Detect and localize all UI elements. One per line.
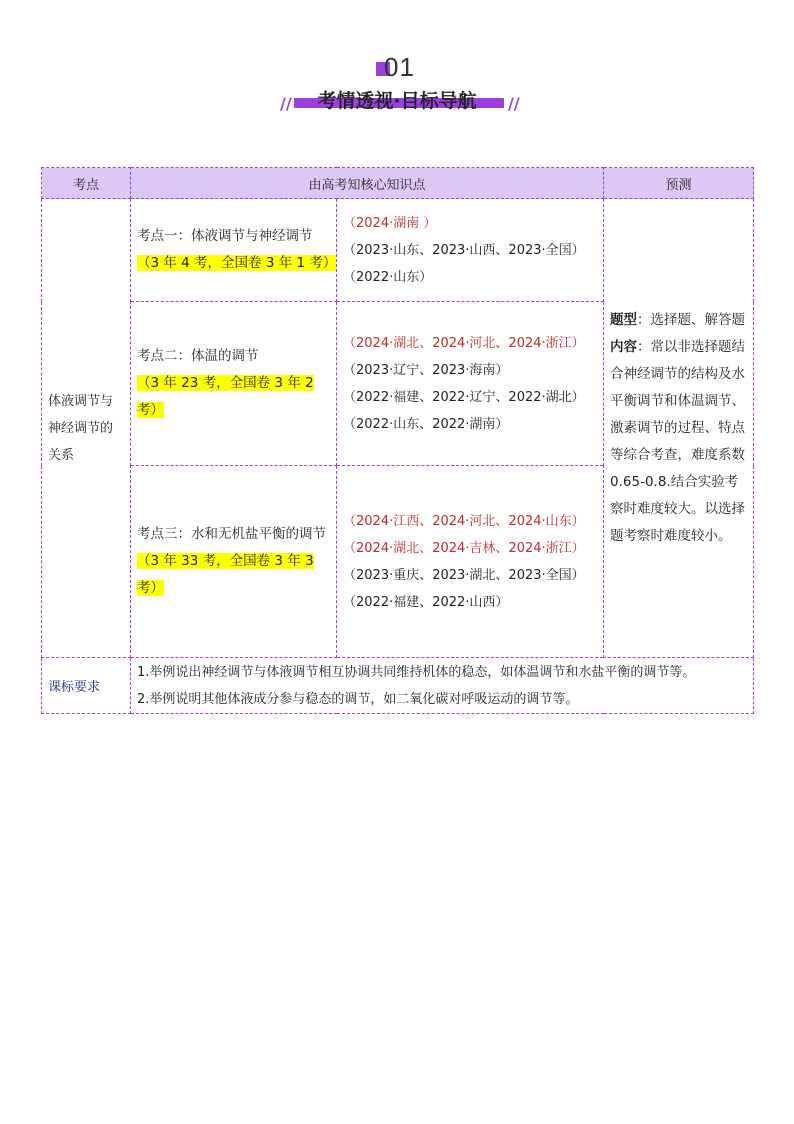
header-cell-knowledge: 由高考知核心知识点	[131, 168, 604, 199]
source-line: （2022·福建、2022·辽宁、2022·湖北）	[343, 389, 585, 405]
source-line: （2022·福建、2022·山西）	[343, 594, 509, 610]
left-slash-decoration: //	[280, 94, 292, 113]
category-cell: 体液调节与神经调节的关系	[42, 199, 131, 658]
requirement-content	[131, 658, 754, 714]
source-line: （2023·山东、2023·山西、2023·全国） （2022·山东）	[343, 242, 585, 285]
source-red-line: （2024·湖北、2024·河北、2024·浙江）	[343, 335, 585, 351]
source-cell	[337, 302, 604, 466]
requirement-item: 1.举例说出神经调节与体液调节相互协调共同维持机体的稳态，如体温调节和水盐平衡的调节等。	[137, 664, 696, 680]
prediction-type-label: 题型	[610, 311, 638, 328]
knowledge-point-cell	[131, 199, 337, 302]
source-red-line: （2024·湖南 ）	[343, 215, 437, 231]
source-line: （2023·辽宁、2023·海南）	[343, 362, 509, 378]
knowledge-point-cell	[131, 302, 337, 466]
source-red-line: （2024·江西、2024·河北、2024·山东）	[343, 513, 585, 529]
right-slash-decoration: //	[508, 94, 520, 113]
prediction-type-text: ：选择题、解答题	[637, 311, 746, 328]
knowledge-point-title: 考点二：体温的调节	[137, 348, 259, 364]
table-row	[42, 199, 754, 302]
header-cell-prediction: 预测	[604, 168, 754, 199]
source-cell	[337, 199, 604, 302]
requirement-label: 课标要求	[42, 658, 131, 714]
knowledge-point-cell	[131, 466, 337, 658]
source-line: （2022·山东、2022·湖南）	[343, 416, 509, 432]
source-cell	[337, 466, 604, 658]
section-title: 考情透视·目标导航	[317, 90, 477, 112]
exam-count-highlight: （3 年 4 考，全国卷 3 年 1 考）	[137, 255, 337, 271]
table-header-row	[42, 168, 754, 199]
exam-count-highlight: （3 年 33 考，全国卷 3 年 3 考）	[137, 553, 314, 596]
section-header	[0, 48, 794, 118]
header-cell-point: 考点	[42, 168, 131, 199]
source-line: （2023·重庆、2023·湖北、2023·全国）	[343, 567, 585, 583]
prediction-cell	[604, 199, 754, 658]
exam-count-highlight: （3 年 23 考，全国卷 3 年 2 考）	[137, 375, 314, 418]
prediction-content-text: ：常以非选择题结合神经调节的结构及水平衡调节和体温调节、激素调节的过程、特点等综合考查，难度系数 0.65-0.8.结合实验考察时难度较大。以选择题考察时难度较小。	[610, 338, 746, 544]
source-red-line: （2024·湖北、2024·吉林、2024·浙江）	[343, 540, 585, 556]
requirement-item: 2.举例说明其他体液成分参与稳态的调节，如二氧化碳对呼吸运动的调节等。	[137, 691, 579, 707]
knowledge-point-title: 考点一：体液调节与神经调节	[137, 228, 313, 244]
section-number: 01	[384, 52, 415, 82]
requirement-row	[42, 658, 754, 714]
knowledge-point-title: 考点三：水和无机盐平衡的调节	[137, 526, 326, 542]
prediction-content-label: 内容	[610, 338, 638, 355]
exam-analysis-table	[41, 167, 754, 714]
